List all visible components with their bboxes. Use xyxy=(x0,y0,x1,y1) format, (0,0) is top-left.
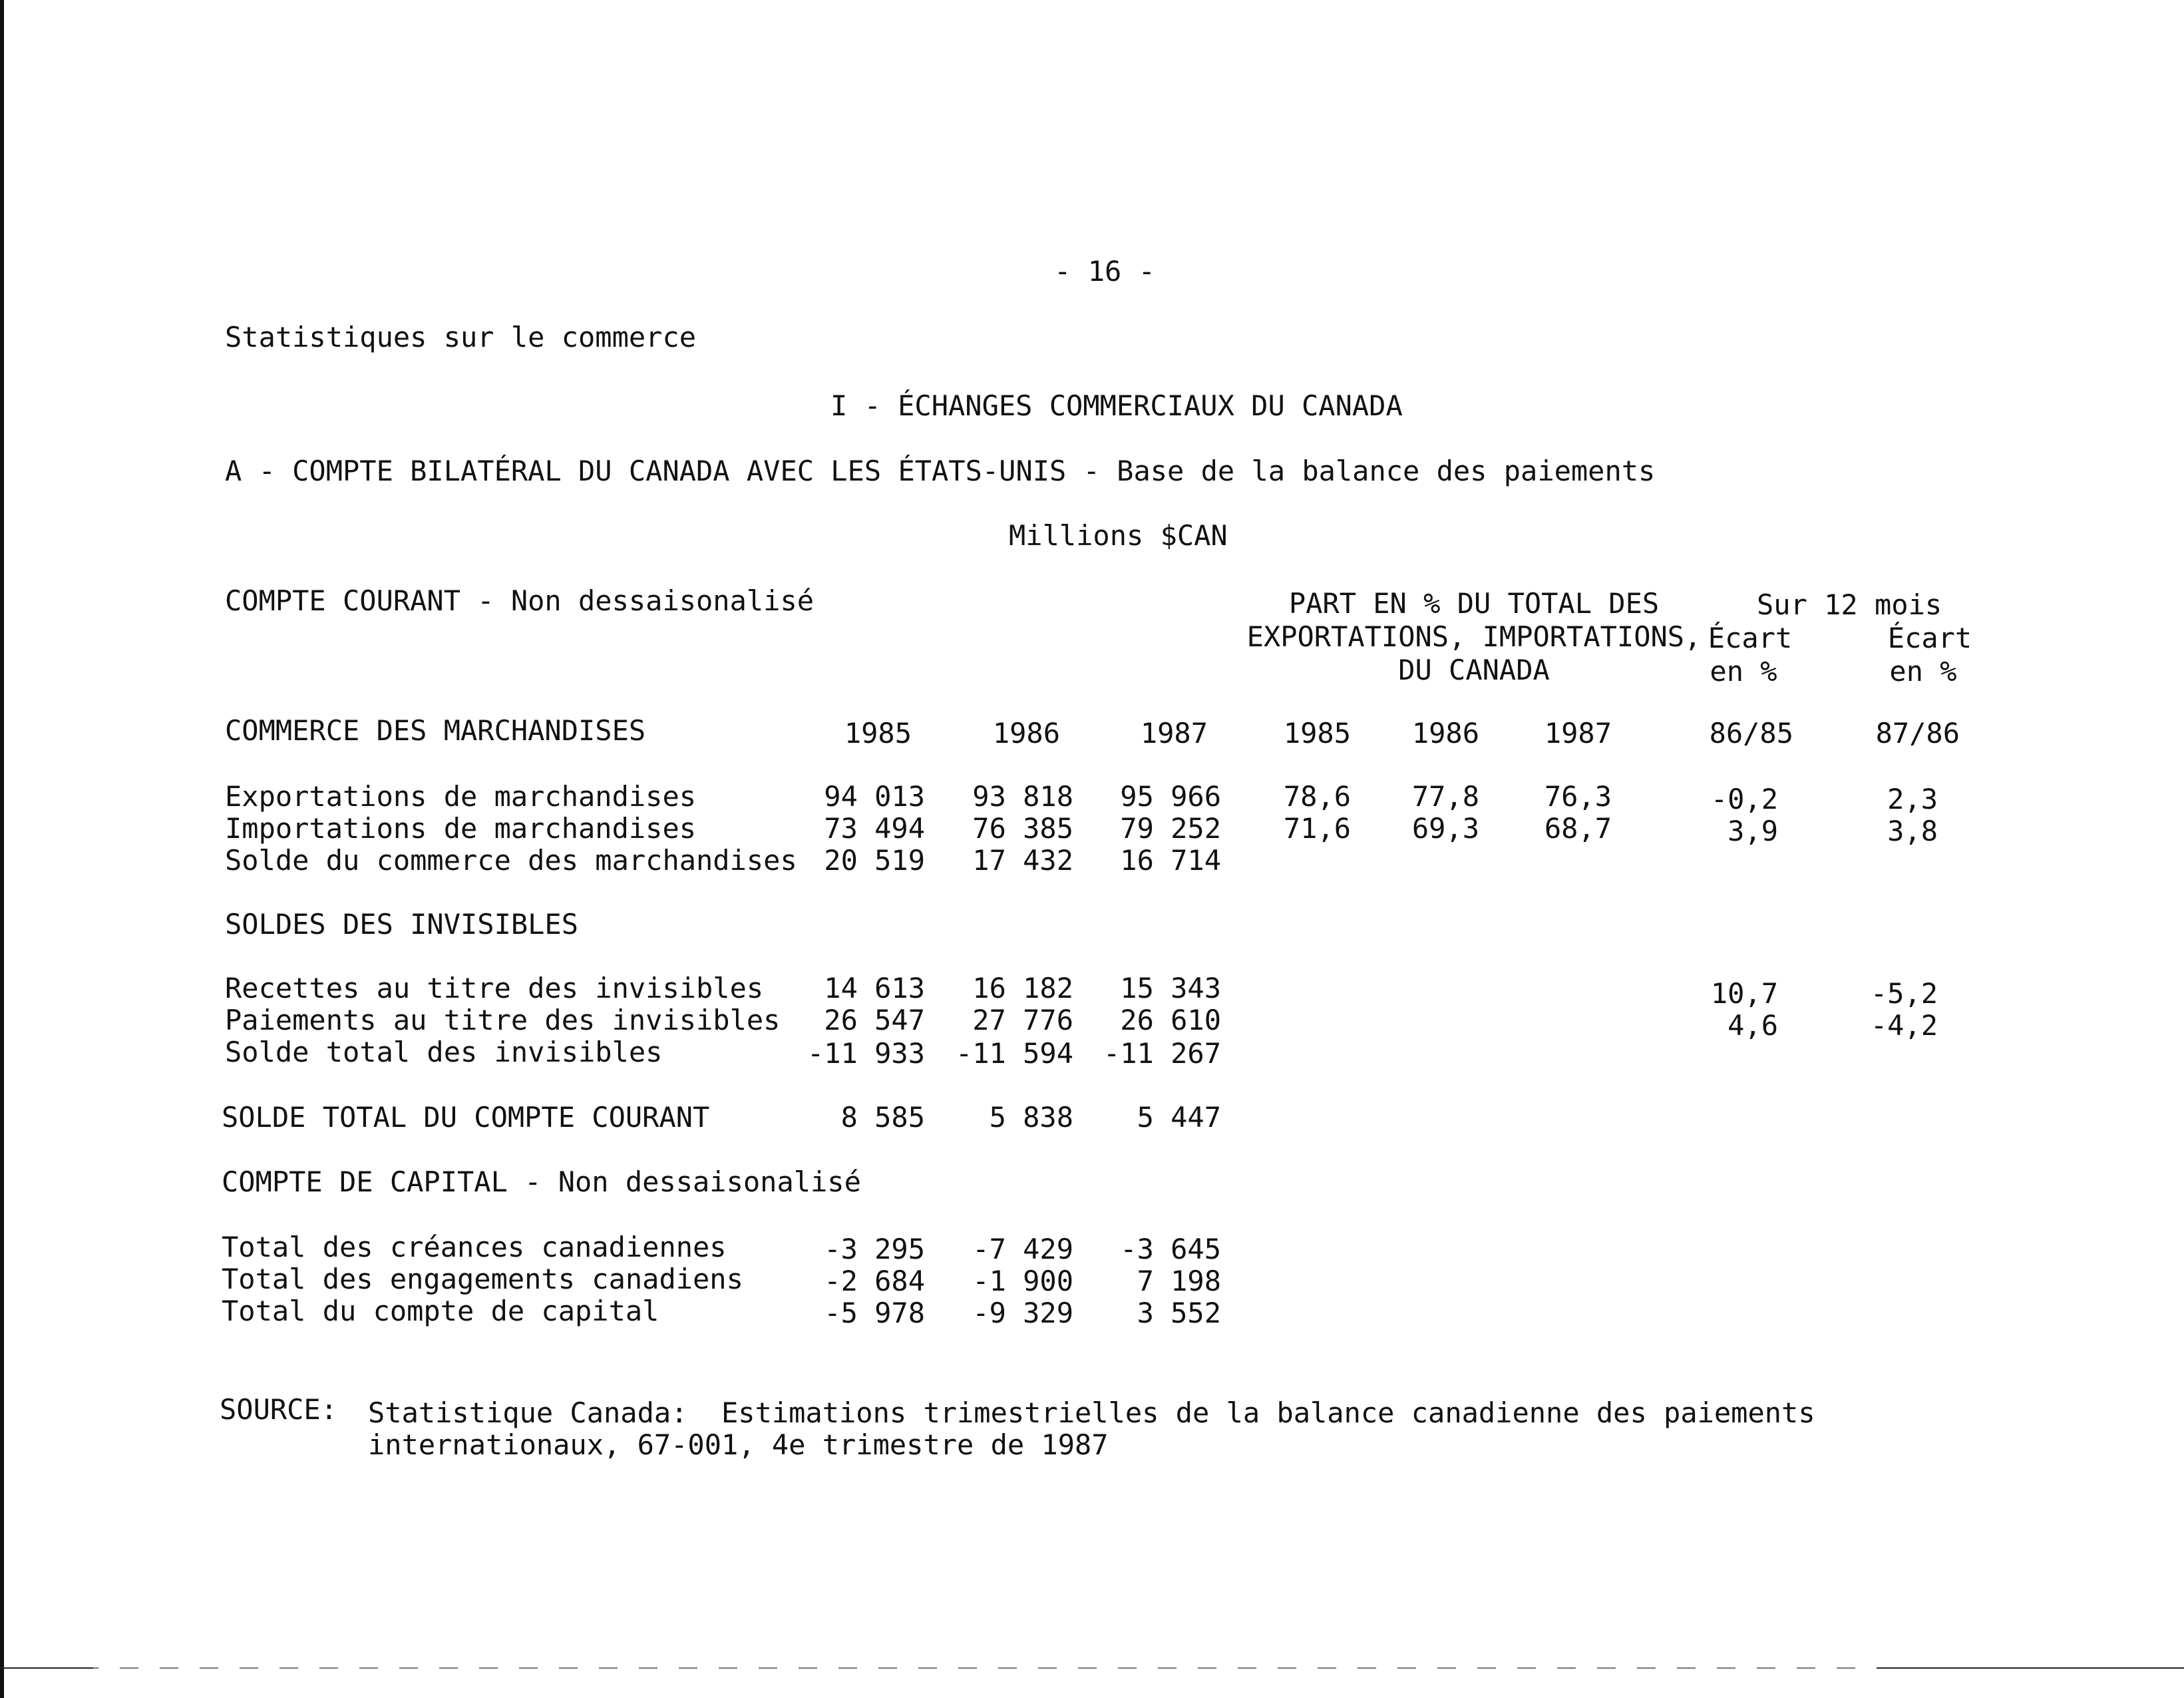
table-cell: 3,9 xyxy=(1728,815,1778,847)
table-row-label: Total des engagements canadiens xyxy=(222,1263,743,1295)
table-row-label: Exportations de marchandises xyxy=(225,780,697,813)
scan-edge xyxy=(0,0,4,1698)
table-cell: 10,7 xyxy=(1710,977,1778,1010)
page-number: - 16 - xyxy=(1054,255,1155,288)
table-cell: 3,8 xyxy=(1887,815,1938,847)
current-account-heading: COMPTE COURANT - Non dessaisonalisé xyxy=(225,584,815,617)
table-cell: 3 552 xyxy=(1137,1297,1221,1329)
table-cell: -4,2 xyxy=(1870,1009,1938,1042)
table-cell: 17 432 xyxy=(972,844,1073,877)
table-row-label: Total du compte de capital xyxy=(222,1295,659,1327)
table-row-label: Recettes au titre des invisibles xyxy=(225,972,764,1004)
table-cell: 20 519 xyxy=(824,844,925,877)
source-line-2: internationaux, 67-001, 4e trimestre de 1987 xyxy=(368,1428,1109,1461)
table-cell: 79 252 xyxy=(1120,812,1221,845)
table-cell: 76,3 xyxy=(1544,780,1612,813)
table-cell: 26 610 xyxy=(1120,1004,1221,1036)
table-cell: -3 295 xyxy=(824,1233,925,1265)
table-cell: 68,7 xyxy=(1544,812,1612,845)
table-cell: 77,8 xyxy=(1411,780,1479,813)
share-heading-line-2: EXPORTATIONS, IMPORTATIONS, xyxy=(1246,620,1702,653)
twelve-month-heading: Sur 12 mois xyxy=(1757,588,1942,621)
table-cell: 8 585 xyxy=(840,1101,925,1134)
table-cell: -5,2 xyxy=(1870,977,1938,1010)
share-header-1987: 1987 xyxy=(1544,717,1612,749)
table-cell: -0,2 xyxy=(1710,783,1778,815)
ecart-label-1: Écart xyxy=(1708,622,1793,654)
table-cell: -11 933 xyxy=(807,1037,925,1070)
table-row-label: Paiements au titre des invisibles xyxy=(225,1004,781,1036)
document-title: I - ÉCHANGES COMMERCIAUX DU CANADA xyxy=(830,389,1403,422)
table-cell: 73 494 xyxy=(824,812,925,845)
table-cell: 4,6 xyxy=(1728,1009,1778,1042)
table-cell: -1 900 xyxy=(972,1265,1073,1297)
table-cell: -5 978 xyxy=(824,1297,925,1329)
source-label: SOURCE: xyxy=(220,1393,338,1426)
table-cell: 5 447 xyxy=(1137,1101,1221,1134)
share-heading-line-1: PART EN % DU TOTAL DES xyxy=(1288,587,1660,620)
table-cell: 15 343 xyxy=(1120,972,1221,1004)
change-header-87-86: 87/86 xyxy=(1875,717,1960,749)
table-cell: 14 613 xyxy=(824,972,925,1004)
year-header-1987: 1987 xyxy=(1140,717,1208,749)
current-total-label: SOLDE TOTAL DU COMPTE COURANT xyxy=(222,1101,710,1134)
units-label: Millions $CAN xyxy=(1009,519,1228,552)
capital-heading: COMPTE DE CAPITAL - Non dessaisonalisé xyxy=(222,1166,861,1198)
section-label: Statistiques sur le commerce xyxy=(225,321,697,353)
table-row-label: Solde total des invisibles xyxy=(225,1036,663,1068)
document-subtitle: A - COMPTE BILATÉRAL DU CANADA AVEC LES ÉTATS-UNIS - Base de la balance des paiements xyxy=(225,455,1656,487)
share-header-1985: 1985 xyxy=(1283,717,1351,749)
year-header-1985: 1985 xyxy=(844,717,912,749)
table-row-label: Importations de marchandises xyxy=(225,812,697,845)
ecart-unit-label-2: en % xyxy=(1889,655,1957,688)
ecart-unit-label-1: en % xyxy=(1710,655,1777,688)
table-cell: 5 838 xyxy=(989,1101,1073,1134)
table-cell: 7 198 xyxy=(1137,1265,1221,1297)
merchandise-heading: COMMERCE DES MARCHANDISES xyxy=(225,714,646,747)
table-cell: -7 429 xyxy=(972,1233,1073,1265)
table-cell: 26 547 xyxy=(824,1004,925,1036)
table-cell: 78,6 xyxy=(1283,780,1351,813)
table-cell: 93 818 xyxy=(972,780,1073,813)
source-line-1: Statistique Canada: Estimations trimestrielles de la balance canadienne des paiements xyxy=(368,1396,1815,1429)
table-cell: -2 684 xyxy=(824,1265,925,1297)
table-cell: 27 776 xyxy=(972,1004,1073,1036)
table-cell: 16 182 xyxy=(972,972,1073,1004)
invisibles-heading: SOLDES DES INVISIBLES xyxy=(225,908,579,941)
table-row-label: Total des créances canadiennes xyxy=(222,1231,727,1263)
table-row-label: Solde du commerce des marchandises xyxy=(225,844,797,877)
scan-bottom-rule xyxy=(0,1667,2184,1669)
table-cell: 76 385 xyxy=(972,812,1073,845)
table-cell: 16 714 xyxy=(1120,844,1221,877)
table-cell: 2,3 xyxy=(1887,783,1938,815)
table-cell: -3 645 xyxy=(1120,1233,1221,1265)
table-cell: 94 013 xyxy=(824,780,925,813)
ecart-label-2: Écart xyxy=(1887,622,1972,654)
scan-bottom-rule-right xyxy=(1877,1667,2184,1669)
table-cell: 95 966 xyxy=(1120,780,1221,813)
table-cell: 71,6 xyxy=(1283,812,1351,845)
share-header-1986: 1986 xyxy=(1411,717,1479,749)
table-cell: -9 329 xyxy=(972,1297,1073,1329)
share-heading-line-3: DU CANADA xyxy=(1398,654,1550,686)
table-cell: -11 594 xyxy=(955,1037,1073,1070)
table-cell: 69,3 xyxy=(1411,812,1479,845)
table-cell: -11 267 xyxy=(1103,1037,1221,1070)
year-header-1986: 1986 xyxy=(992,717,1060,749)
change-header-86-85: 86/85 xyxy=(1709,717,1793,749)
scan-bottom-rule-left xyxy=(0,1667,93,1669)
